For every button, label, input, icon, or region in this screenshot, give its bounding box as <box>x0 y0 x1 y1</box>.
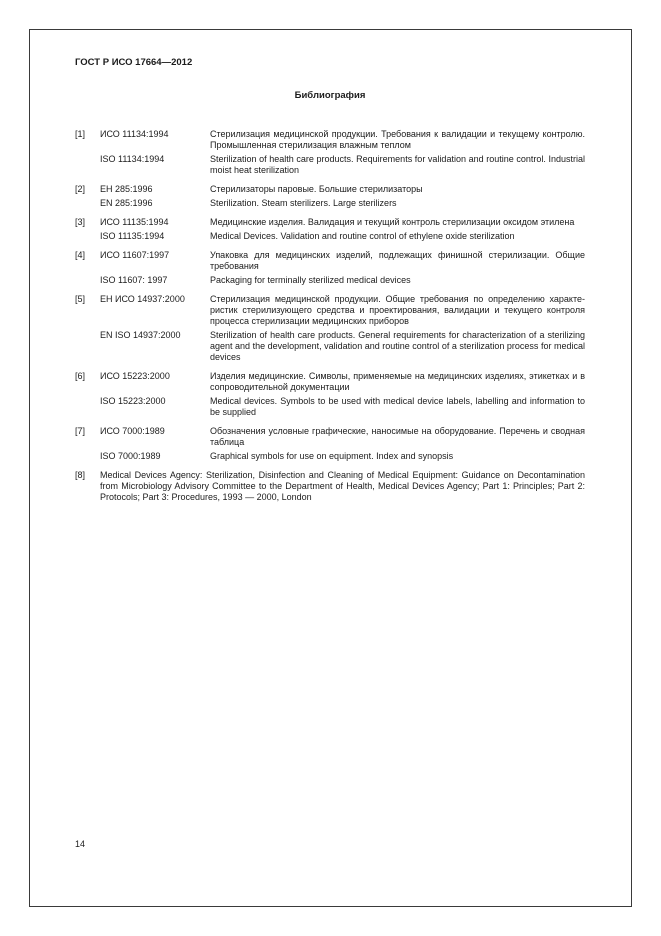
reference-entries <box>100 426 585 462</box>
reference-item <box>75 371 585 418</box>
reference-entry <box>100 426 585 448</box>
reference-entry <box>100 154 585 176</box>
reference-entries <box>100 184 585 209</box>
reference-text: Стерилизация медицинской продукции. Общие требования по определению характеристик стерилизующего средства и проектирования, валидации и текущего контроля процесса стерилизации медицинских приборов <box>210 294 585 326</box>
reference-text: Medical Devices. Validation and routine control of ethylene oxide sterilization <box>210 231 515 241</box>
reference-item <box>75 294 585 363</box>
reference-text: Medical devices. Symbols to be used with medical device labels, labelling and information to be supplied <box>210 396 585 417</box>
reference-number: [2] <box>75 184 86 194</box>
reference-entry <box>100 451 585 462</box>
reference-item <box>75 129 585 176</box>
reference-text: Медицинские изделия. Валидация и текущий контроль стерилизации оксидом этилена <box>210 217 575 227</box>
reference-text: Изделия медицинские. Символы, применяемые на медицинских изделиях, этикетках и в сопроводительной документации <box>210 371 585 392</box>
reference-entry <box>100 231 585 242</box>
reference-entry <box>100 217 585 228</box>
reference-text: Упаковка для медицинских изделий, подлежащих финишной стерилизации. Общие требования <box>210 250 585 271</box>
reference-text: Sterilization of health care products. General requirements for characterization of a sterilizing agent and the development, validation and routine control of a sterilization process for medical devices <box>210 330 585 362</box>
reference-entry <box>100 129 585 151</box>
reference-number: [3] <box>75 217 86 227</box>
reference-entries <box>100 470 585 503</box>
reference-item <box>75 250 585 286</box>
reference-number: [5] <box>75 294 86 304</box>
reference-entry <box>100 275 585 286</box>
reference-number: [7] <box>75 426 86 436</box>
reference-entries <box>100 371 585 418</box>
reference-entry <box>100 371 585 393</box>
document-page <box>29 29 632 907</box>
reference-entry <box>100 294 585 327</box>
reference-number: [6] <box>75 371 86 381</box>
reference-entries <box>100 129 585 176</box>
reference-code: ЕН 285:1996 <box>100 184 153 194</box>
reference-text: Стерилизация медицинской продукции. Требования к валидации и текущему контролю. Промышленная стерилизация влажным теплом <box>210 129 585 150</box>
reference-entry <box>100 184 585 195</box>
reference-item <box>75 470 585 503</box>
reference-text: Sterilization. Steam sterilizers. Large sterilizers <box>210 198 397 208</box>
reference-text: Обозначения условные графические, наносимые на оборудование. Перечень и сводная таблица <box>210 426 585 447</box>
reference-entry <box>100 396 585 418</box>
reference-code: ISO 11607: 1997 <box>100 275 168 285</box>
reference-code: EN 285:1996 <box>100 198 153 208</box>
reference-item <box>75 217 585 242</box>
reference-code: ЕН ИСО 14937:2000 <box>100 294 185 304</box>
reference-number: [1] <box>75 129 86 139</box>
reference-text: Packaging for terminally sterilized medical devices <box>210 275 411 285</box>
reference-text: Medical Devices Agency: Sterilization, Disinfection and Cleaning of Medical Equipment: Guidance on Decontamination from Microbiology Advisory Committee to the Department of Health, Medical Devices Agency; Part 1: Principles; Part 2: Protocols; Part 3: Procedures, 1993 — 2000, London <box>100 470 585 502</box>
reference-code: ИСО 15223:2000 <box>100 371 170 381</box>
bibliography-title: Библиография <box>294 90 366 101</box>
reference-code: ИСО 11134:1994 <box>100 129 169 139</box>
page-number: 14 <box>75 839 86 849</box>
reference-number: [4] <box>75 250 86 260</box>
document-code-header: ГОСТ Р ИСО 17664—2012 <box>75 57 193 68</box>
reference-code: ИСО 11607:1997 <box>100 250 170 260</box>
reference-code: ИСО 11135:1994 <box>100 217 169 227</box>
reference-code: ИСО 7000:1989 <box>100 426 165 436</box>
reference-code: ISO 11135:1994 <box>100 231 165 241</box>
reference-entries <box>100 294 585 363</box>
reference-code: ISO 11134:1994 <box>100 154 165 164</box>
references-list <box>75 129 585 503</box>
reference-item <box>75 184 585 209</box>
reference-code: ISO 7000:1989 <box>100 451 161 461</box>
reference-entries <box>100 250 585 286</box>
reference-entry <box>100 198 585 209</box>
reference-code: ISO 15223:2000 <box>100 396 166 406</box>
reference-text: Стерилизаторы паровые. Большие стерилизаторы <box>210 184 423 194</box>
reference-code: EN ISO 14937:2000 <box>100 330 181 340</box>
reference-entry <box>100 250 585 272</box>
reference-entry <box>100 330 585 363</box>
reference-entries <box>100 217 585 242</box>
reference-number: [8] <box>75 470 86 480</box>
reference-entry <box>100 470 585 503</box>
reference-text: Graphical symbols for use on equipment. Index and synopsis <box>210 451 454 461</box>
reference-text: Sterilization of health care products. Requirements for validation and routine control. Industrial moist heat sterilization <box>210 154 585 175</box>
reference-item <box>75 426 585 462</box>
